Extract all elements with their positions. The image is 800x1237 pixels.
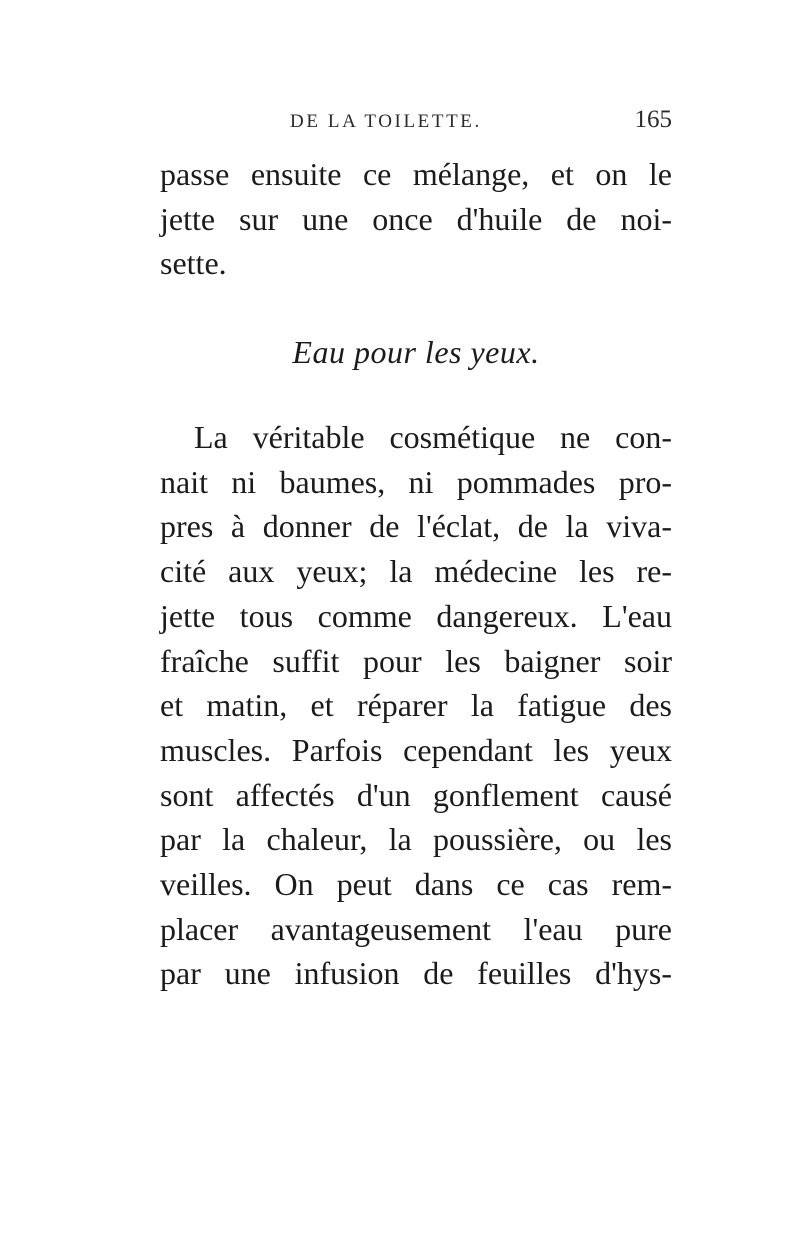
text-line: veilles. On peut dans ce cas rem- <box>160 866 672 903</box>
main-paragraph <box>160 415 672 996</box>
text-line: nait ni baumes, ni pommades pro- <box>160 463 672 500</box>
running-head <box>160 106 672 138</box>
text-line: La véritable cosmétique ne con- <box>194 419 672 455</box>
text-line: muscles. Parfois cependant les yeux <box>160 731 672 768</box>
text-line: par la chaleur, la poussière, ou les <box>160 821 672 858</box>
text-line: sont affectés d'un gonflement causé <box>160 776 672 813</box>
continuation-paragraph <box>160 152 672 286</box>
text-line: pres à donner de l'éclat, de la viva- <box>160 508 672 545</box>
text-line: passe ensuite ce mélange, et on le <box>160 156 672 192</box>
text-line: jette tous comme dangereux. L'eau <box>160 597 672 634</box>
page-number: 165 <box>634 106 672 133</box>
text-line: cité aux yeux; la médecine les re- <box>160 553 672 590</box>
text-line: fraîche suffit pour les baigner soir <box>160 642 672 679</box>
text-line: placer avantageusement l'eau pure <box>160 910 672 947</box>
text-line: sette. <box>160 245 227 282</box>
text-line: jette sur une once d'huile de noi- <box>160 200 672 237</box>
text-line: et matin, et réparer la fatigue des <box>160 687 672 724</box>
section-heading: Eau pour les yeux. <box>292 334 540 370</box>
running-title: DE LA TOILETTE. <box>290 111 482 132</box>
text-line: par une infusion de feuilles d'hys- <box>160 955 672 992</box>
